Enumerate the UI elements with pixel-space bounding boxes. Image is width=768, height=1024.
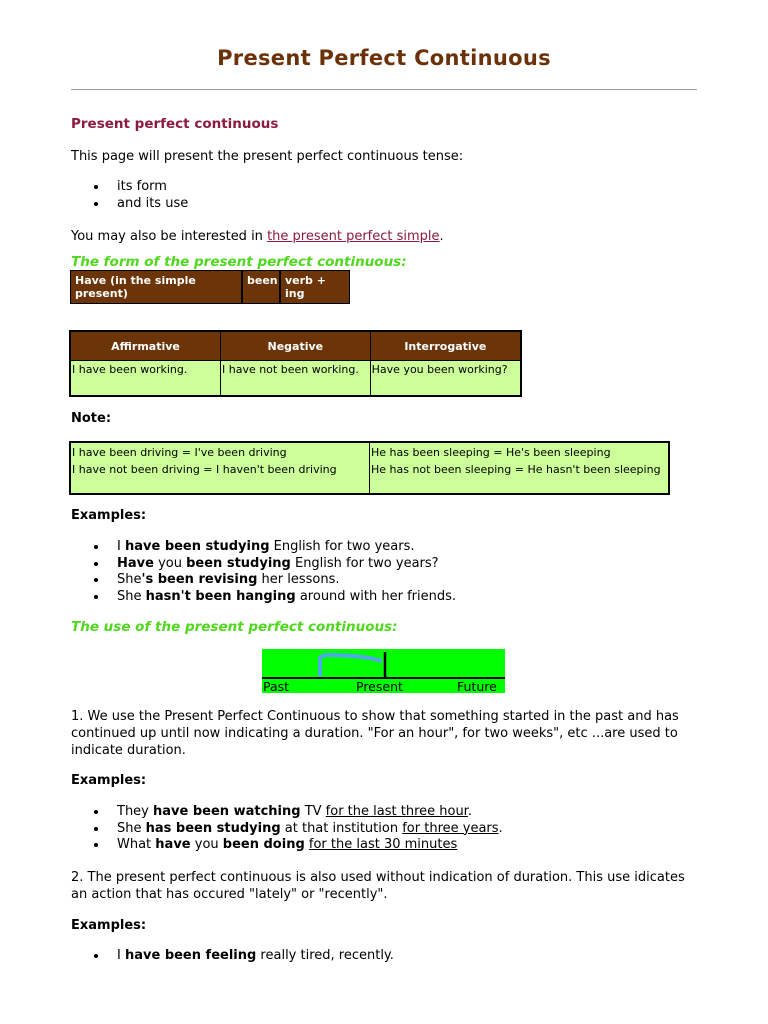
- label-future: Future: [457, 679, 497, 694]
- list-item: [71, 572, 456, 589]
- note-line: He has not been sleeping = He hasn't been sleeping: [370, 462, 661, 476]
- header-affirmative: Affirmative: [70, 331, 220, 361]
- example-text: you: [153, 555, 187, 571]
- examples-label: Examples:: [71, 918, 147, 933]
- see-also-prefix: You may also be interested in: [71, 229, 268, 244]
- example-text: She: [117, 572, 142, 587]
- example-text: English for two years?: [290, 555, 439, 571]
- note-line: I have not been driving = I haven't been driving: [72, 462, 337, 476]
- example-verb: been doing: [222, 837, 305, 852]
- see-also-suffix: .: [439, 229, 444, 244]
- list-item: [71, 556, 456, 573]
- example-verb: have been watching: [153, 804, 301, 819]
- example-text: They: [117, 804, 154, 819]
- example-verb: has been studying: [145, 820, 281, 836]
- intro-text: This page will present the present perfect continuous tense:: [71, 149, 464, 164]
- list-item: [71, 804, 503, 821]
- note-label: Note:: [71, 411, 112, 426]
- example-text: What: [117, 837, 156, 852]
- present-perfect-simple-link[interactable]: the present perfect simple: [267, 229, 440, 244]
- example-text: around with her friends.: [295, 588, 457, 604]
- label-past: Past: [263, 679, 290, 694]
- example-text: her lessons.: [257, 572, 340, 587]
- example-verb: have: [155, 837, 191, 852]
- header-negative: Negative: [220, 331, 370, 361]
- note-cell-right: [369, 442, 669, 494]
- example-verb: hasn't been hanging: [145, 588, 296, 604]
- table-row: [70, 442, 669, 494]
- see-also: [71, 228, 444, 245]
- examples-list: [71, 539, 456, 605]
- example-duration: for the last 30 minutes: [308, 837, 458, 852]
- example-text: at that institution: [280, 820, 403, 836]
- example-text: .: [498, 820, 503, 836]
- page-title: Present Perfect Continuous: [217, 46, 551, 70]
- example-text: She: [117, 588, 146, 604]
- form-cell-have: Have (in the simple present): [71, 271, 243, 303]
- form-heading: The form of the present perfect continuous:: [71, 254, 407, 270]
- examples-label: Examples:: [71, 508, 147, 523]
- list-item: [71, 837, 503, 854]
- example-text: She: [117, 820, 146, 836]
- example-verb: 's been revising: [141, 572, 258, 587]
- list-item: its form: [71, 179, 188, 196]
- example-text: TV: [300, 804, 326, 819]
- example-verb: Have: [117, 555, 154, 571]
- cell-negative: I have not been working.: [220, 361, 370, 397]
- example-text: I: [117, 948, 125, 963]
- example-duration: for three years: [402, 820, 499, 836]
- example-text: I: [117, 539, 125, 554]
- list-item: [71, 589, 456, 606]
- form-table: [70, 270, 350, 304]
- label-present: Present: [356, 679, 403, 694]
- example-duration: for the last three hour: [325, 804, 468, 819]
- note-table: [69, 441, 670, 495]
- list-item: [71, 539, 456, 556]
- table-header-row: [70, 331, 521, 361]
- examples-list: [71, 804, 503, 854]
- section-heading: Present perfect continuous: [71, 116, 279, 132]
- example-text: you: [190, 837, 223, 852]
- example-text: English for two years.: [269, 539, 415, 554]
- use-heading: The use of the present perfect continuous:: [71, 619, 398, 635]
- cell-interrogative: Have you been working?: [370, 361, 521, 397]
- intro-list: [71, 179, 188, 212]
- form-cell-been: been: [243, 271, 281, 303]
- list-item: [71, 821, 503, 838]
- examples-label: Examples:: [71, 773, 147, 788]
- duration-arc: [320, 655, 382, 676]
- note-cell-left: [70, 442, 369, 494]
- conjugation-table: [69, 330, 522, 397]
- example-text: really tired, recently.: [256, 948, 394, 963]
- table-row: [70, 361, 521, 397]
- header-interrogative: Interrogative: [370, 331, 521, 361]
- example-verb: been studying: [186, 555, 291, 571]
- cell-affirmative: I have been working.: [70, 361, 220, 397]
- note-line: He has been sleeping = He's been sleeping: [370, 446, 611, 459]
- example-verb: have been studying: [124, 539, 270, 554]
- use-point-1: 1. We use the Present Perfect Continuous to show that something started in the past and has continued up until now indicating a duration. "For an hour", for two weeks", etc ...are used to indicate duration.: [71, 709, 679, 758]
- example-text: .: [467, 804, 472, 819]
- use-point-2: 2. The present perfect continuous is also used without indication of duration. This use idicates an action that has occured "lately" or "recently".: [71, 870, 685, 902]
- examples-list: [71, 948, 394, 965]
- form-cell-verb-ing: verb + ing: [285, 274, 326, 300]
- title-divider: [71, 89, 697, 90]
- list-item: [71, 948, 394, 965]
- example-verb: have been feeling: [124, 948, 257, 963]
- list-item: and its use: [71, 196, 188, 213]
- note-line: I have been driving = I've been driving: [72, 446, 287, 459]
